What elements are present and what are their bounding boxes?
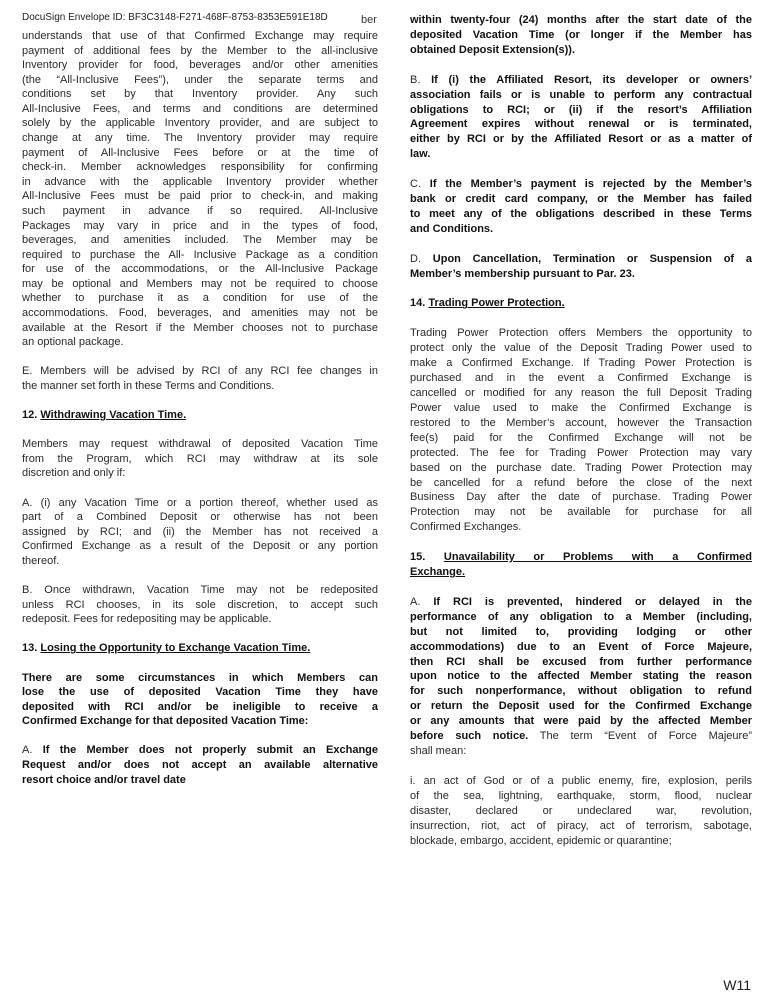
text-line: or any amounts that were paid by the affected Member bbox=[410, 715, 752, 728]
text-line: payment of All-Inclusive Fees before or at the time of bbox=[22, 146, 378, 159]
text-line: unless RCI chooses, in its sole discretion, to accept such bbox=[22, 598, 378, 611]
text-line: make a Confirmed Exchange. If Trading Power Protection is bbox=[410, 357, 752, 370]
text-line: lose the use of deposited Vacation Time they have bbox=[22, 686, 378, 699]
text-line: All-Inclusive Fees must be paid prior to check-in, and making bbox=[22, 190, 378, 203]
text-line bbox=[22, 481, 378, 495]
text-line: conditions set by that Inventory provider. Any such bbox=[22, 88, 378, 101]
text-line: from the Program, which RCI may withdraw at its sole bbox=[22, 452, 378, 465]
text-line bbox=[410, 58, 752, 72]
text-line: i. an act of God or of a public enemy, fire, explosion, perils bbox=[410, 774, 752, 787]
section-heading bbox=[22, 408, 378, 422]
text-line: discretion and only if: bbox=[22, 467, 126, 480]
text-line: association fails or is unable to perform any contractual bbox=[410, 88, 752, 101]
text-line: Power value used to make the Confirmed Exchange is bbox=[410, 401, 752, 414]
docusign-envelope-id: DocuSign Envelope ID: BF3C3148-F271-468F-8753-8353E591E18D bbox=[22, 12, 332, 26]
envelope-trailing-fragment: ber bbox=[361, 14, 377, 26]
text-line: based on the purchase date. Trading Power Protection may bbox=[410, 461, 752, 474]
text-line: resort choice and/or travel date bbox=[22, 773, 186, 786]
text-line: accommodations. Food, beverages, and amenities may not be bbox=[22, 307, 378, 320]
text-line: part of a Combined Deposit or otherwise has not been bbox=[22, 511, 378, 524]
text-line: purchased and in the event a Confirmed Exchange is bbox=[410, 372, 752, 385]
heading-title: Losing the Opportunity to Exchange Vacation Time. bbox=[40, 642, 311, 655]
text-line: within twenty-four (24) months after the start date of the bbox=[410, 14, 752, 26]
heading-number: 12. bbox=[22, 409, 41, 422]
text-line: Confirmed Exchange for that deposited Vacation Time: bbox=[22, 715, 309, 728]
text-line: Request and/or does not accept an available alternative bbox=[22, 759, 378, 771]
text-line: Trading Power Protection offers Members the opportunity to bbox=[410, 327, 752, 340]
text-line bbox=[22, 423, 378, 437]
heading-number: 15. bbox=[410, 551, 444, 564]
text-line: insurrection, riot, act of piracy, act of terrorism, sabotage, bbox=[410, 819, 752, 832]
text-line: check-in. Member acknowledges responsibility for confirming bbox=[22, 161, 378, 174]
text-line: Agreement expires without renewal or is terminated, bbox=[410, 118, 752, 131]
text-line: thereof. bbox=[22, 554, 60, 567]
section-heading bbox=[22, 641, 378, 655]
text-line: D. Upon Cancellation, Termination or Suspension of a bbox=[410, 252, 752, 265]
text-line: A. If the Member does not properly submit an Exchange bbox=[22, 744, 378, 757]
text-line: Member’s membership pursuant to Par. 23. bbox=[410, 267, 635, 280]
text-line: whether to purchase it as a condition for use of the bbox=[22, 292, 378, 305]
text-line: payment of additional fees by the Member to the all-inclusive bbox=[22, 44, 378, 57]
text-line: accommodations) due to an Event of Force Majeure, bbox=[410, 640, 752, 653]
text-line: Business Day after the date of purchase. Trading Power bbox=[410, 491, 752, 504]
heading-number: 14. bbox=[410, 297, 429, 310]
text-line: obtained Deposit Extension(s)). bbox=[410, 43, 576, 56]
heading-title: Withdrawing Vacation Time. bbox=[40, 409, 187, 422]
text-line: may be optional and Members may not be required to choose bbox=[22, 277, 378, 290]
text-line: shall mean: bbox=[410, 745, 467, 758]
text-line bbox=[410, 162, 752, 176]
text-line: available at the Resort if the Member chooses not to purchase bbox=[22, 321, 378, 334]
text-line: change at any time. The Inventory provider may require bbox=[22, 132, 378, 145]
text-line bbox=[22, 568, 378, 582]
text-line: then RCI shall be excused from further performance bbox=[410, 655, 752, 668]
text-line: redeposit. Fees for redepositing may be applicable. bbox=[22, 613, 272, 626]
text-line: beverages, and amenities included. The Member may be bbox=[22, 234, 378, 247]
text-line: deposited Vacation Time (or longer if the Member has bbox=[410, 28, 752, 41]
text-line bbox=[22, 394, 378, 408]
text-line: such payment in advance if so required. All-Inclusive bbox=[22, 204, 378, 217]
text-line: the manner set forth in these Terms and Conditions. bbox=[22, 379, 275, 392]
heading-title: Exchange. bbox=[410, 566, 466, 579]
text-line: obligations to RCI; or (ii) if the resort’s Affiliation bbox=[410, 103, 752, 116]
heading-title: Unavailability or Problems with a Confirmed bbox=[443, 551, 752, 564]
text-line bbox=[410, 237, 752, 251]
section-heading bbox=[410, 296, 752, 310]
text-line: for use of the accommodations, or the All-Inclusive Package bbox=[22, 263, 378, 276]
text-line: either by RCI or by the Affiliated Resort or as a matter of bbox=[410, 133, 752, 146]
text-line: in advance with the applicable Inventory provider whether bbox=[22, 175, 378, 188]
text-line bbox=[410, 535, 752, 549]
text-line: Members may request withdrawal of deposited Vacation Time bbox=[22, 438, 378, 451]
text-line: before such notice. The term “Event of Force Majeure” bbox=[410, 730, 752, 743]
text-line: All-Inclusive Fees, and terms and conditions are determined bbox=[22, 102, 378, 115]
text-line: B. If (i) the Affiliated Resort, its developer or owners’ bbox=[410, 73, 753, 86]
text-line: but not limited to, providing lodging or other bbox=[410, 625, 752, 638]
text-line: required to purchase the All- Inclusive Package as a condition bbox=[22, 248, 378, 261]
text-line: protect only the value of the Deposit Trading Power used to bbox=[410, 342, 752, 355]
text-line: restored to the Member’s account, however the Transaction bbox=[410, 416, 752, 429]
section-heading bbox=[410, 565, 752, 579]
text-line bbox=[22, 627, 378, 641]
text-line bbox=[22, 350, 378, 364]
text-line: A. If RCI is prevented, hindered or delayed in the bbox=[410, 595, 753, 608]
text-line: for such nonperformance, without obligation to refund bbox=[410, 685, 752, 698]
heading-title: Trading Power Protection. bbox=[428, 297, 565, 310]
page-number: W11 bbox=[723, 977, 751, 993]
text-line: law. bbox=[410, 148, 431, 161]
text-line bbox=[410, 282, 752, 296]
text-line: cancelled or modified for any reason the full Deposit Trading bbox=[410, 387, 752, 399]
text-line: fee(s) paid for the Confirmed Exchange will not be bbox=[410, 431, 752, 444]
text-line: understands that use of that Confirmed Exchange may require bbox=[22, 30, 378, 42]
text-line: protected. The fee for Trading Power Protection may vary bbox=[410, 446, 752, 459]
text-line: and Conditions. bbox=[410, 222, 494, 235]
text-line: or return the Deposit used for the Confirmed Exchange bbox=[410, 700, 752, 713]
text-line: Packages may vary in price and in the types of food, bbox=[22, 219, 378, 232]
text-line: Confirmed Exchange as a result of the Deposit or any portion bbox=[22, 540, 378, 553]
text-line bbox=[22, 656, 378, 670]
text-line: blockade, embargo, accident, epidemic or quarantine; bbox=[410, 834, 672, 847]
text-line: disaster, declared or undeclared war, revolution, bbox=[410, 804, 752, 817]
text-line: upon notice to the affected Member stating the reason bbox=[410, 670, 752, 683]
section-heading bbox=[410, 550, 752, 564]
text-line: Inventory provider for food, beverages and/or other amenities bbox=[22, 59, 378, 72]
text-line: C. If the Member’s payment is rejected by the Member’s bbox=[410, 178, 752, 191]
text-line: assigned by RCI; and (ii) the Member has not received a bbox=[22, 525, 378, 538]
text-line: There are some circumstances in which Members can bbox=[22, 671, 378, 684]
text-line: B. Once withdrawn, Vacation Time may not be redeposited bbox=[22, 584, 378, 597]
text-line: Protection may not be available for purchase for all bbox=[410, 506, 752, 519]
text-line bbox=[22, 729, 378, 743]
text-line: E. Members will be advised by RCI of any RCI fee changes in bbox=[22, 365, 378, 378]
text-line: to meet any of the obligations described in these Terms bbox=[410, 207, 752, 220]
heading-number: 13. bbox=[22, 642, 41, 655]
text-line bbox=[410, 759, 752, 773]
text-line: be cancelled for a refund before the close of the next bbox=[410, 476, 752, 489]
text-line: an optional package. bbox=[22, 336, 124, 349]
text-line: deposited with RCI and/or be ineligible to receive a bbox=[22, 700, 378, 713]
text-line bbox=[410, 580, 752, 594]
text-line bbox=[410, 311, 752, 325]
text-line: solely by the applicable Inventory provider, and are subject to bbox=[22, 117, 378, 130]
text-line: Confirmed Exchanges. bbox=[410, 521, 522, 534]
text-line: bank or credit card company, or the Member has failed bbox=[410, 193, 752, 206]
text-line: A. (i) any Vacation Time or a portion thereof, whether used as bbox=[22, 496, 378, 509]
text-line: (the “All-Inclusive Fees”), under the separate terms and bbox=[22, 73, 378, 86]
text-line: performance of any obligation to a Member (including, bbox=[410, 610, 752, 623]
text-line: of the sea, lightning, earthquake, storm, flood, nuclear bbox=[410, 789, 752, 802]
